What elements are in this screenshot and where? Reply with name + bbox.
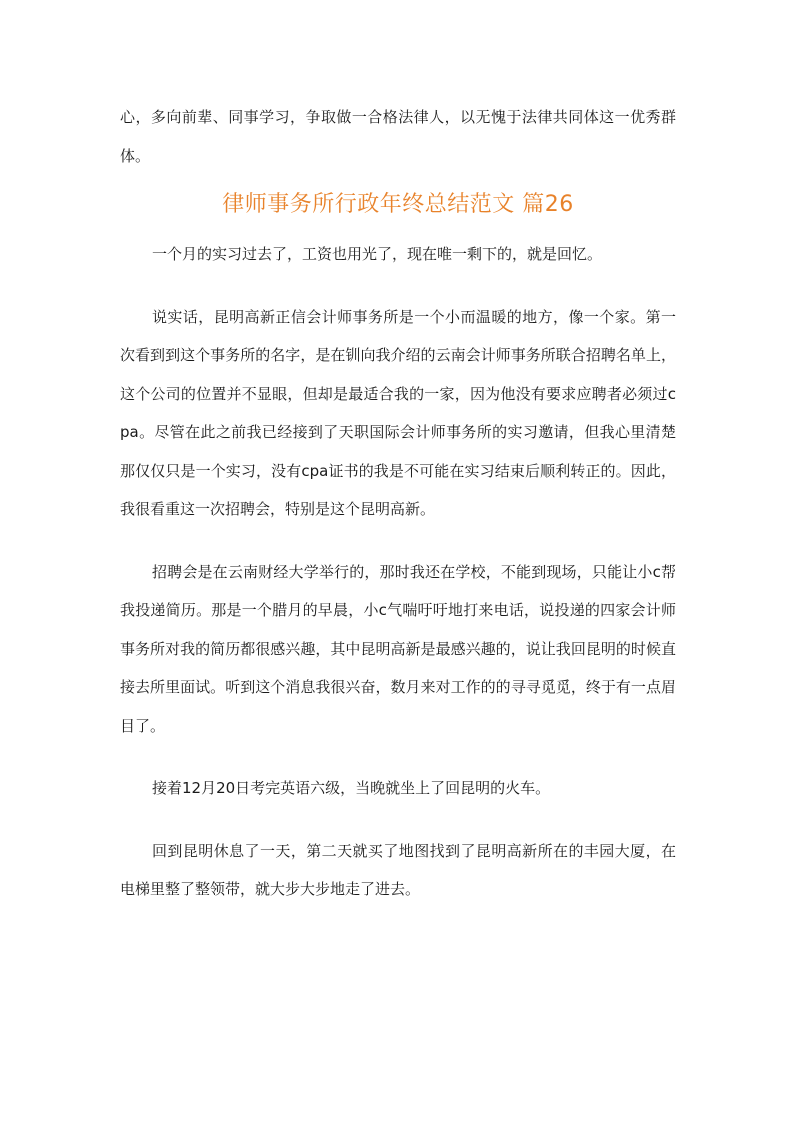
- paragraph-gap: [120, 529, 676, 553]
- body-paragraph: 接着12月20日考完英语六级，当晚就坐上了回昆明的火车。: [152, 779, 551, 797]
- body-paragraph: 回到昆明休息了一天，第二天就买了地图找到了昆明高新所在的丰园大厦，在电梯里整了整领带，就大步大步地走了进去。: [120, 841, 676, 898]
- paragraph-gap: [120, 745, 676, 769]
- paragraph-gap: [120, 274, 676, 298]
- paragraph-gap: [120, 808, 676, 832]
- intro-paragraph: 心，多向前辈、同事学习，争取做一合格法律人，以无愧于法律共同体这一优秀群体。: [120, 108, 676, 165]
- document-page: [120, 98, 676, 909]
- body-paragraph: 说实话，昆明高新正信会计师事务所是一个小而温暖的地方，像一个家。第一次看到到这个事务所的名字，是在钏向我介绍的云南会计师事务所联合招聘名单上，这个公司的位置并不显眼，但却是最适合我的一家，因为他没有要求应聘者必须过cpa。尽管在此之前我已经接到了天职国际会计师事务所的实习邀请，但我心里清楚那仅仅只是一个实习，没有cpa证书的我是不可能在实习结束后顺利转正的。因此，我很看重这一次招聘会，特别是这个昆明高新。: [120, 307, 676, 518]
- body-paragraph: 一个月的实习过去了，工资也用光了，现在唯一剩下的，就是回忆。: [152, 245, 603, 263]
- section-title: 律师事务所行政年终总结范文 篇26: [222, 192, 574, 217]
- body-paragraph: 招聘会是在云南财经大学举行的，那时我还在学校，不能到现场，只能让小c帮我投递简历。那是一个腊月的早晨，小c气喘吁吁地打来电话，说投递的四家会计师事务所对我的简历都很感兴趣，其中昆明高新是最感兴趣的，说让我回昆明的时候直接去所里面试。听到这个消息我很兴奋，数月来对工作的的寻寻觅觅，终于有一点眉目了。: [120, 562, 676, 735]
